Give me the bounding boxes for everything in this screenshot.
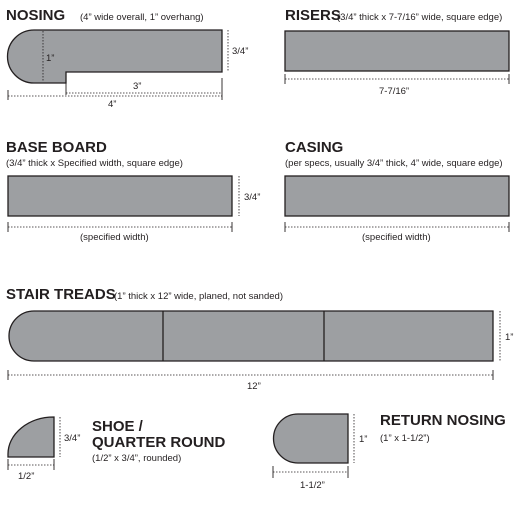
riser-profile xyxy=(285,31,509,71)
return-nosing-title: RETURN NOSING xyxy=(380,412,506,429)
base-board-thickness-label: 3/4” xyxy=(244,192,261,203)
stair-tread-profile xyxy=(9,311,493,361)
stair-treads-title: STAIR TREADS xyxy=(6,286,116,303)
return-nosing-group xyxy=(273,412,506,491)
casing-width-label: (specified width) xyxy=(362,232,431,243)
shoe-title-line2: QUARTER ROUND xyxy=(92,434,226,451)
nosing-height-label: 1” xyxy=(46,53,55,64)
risers-title: RISERS xyxy=(285,7,341,24)
stair-treads-spec: (1” thick x 12” wide, planed, not sanded) xyxy=(114,291,283,302)
return-nosing-width-label: 1-1/2” xyxy=(300,480,325,491)
casing-group xyxy=(285,139,509,243)
base-board-profile xyxy=(8,176,232,216)
return-nosing-height-label: 1” xyxy=(359,434,368,445)
base-board-width-label: (specified width) xyxy=(80,232,149,243)
shoe-height-label: 3/4” xyxy=(64,433,81,444)
shoe-width-label: 1/2” xyxy=(18,471,35,482)
nosing-inner-label: 3” xyxy=(133,81,142,92)
risers-width-label: 7-7/16” xyxy=(379,86,410,97)
casing-spec: (per specs, usually 3/4” thick, 4” wide, square edge) xyxy=(285,158,503,169)
return-nosing-profile xyxy=(274,414,349,463)
base-board-title: BASE BOARD xyxy=(6,139,107,156)
shoe-spec: (1/2” x 3/4”, rounded) xyxy=(92,453,182,464)
nosing-group xyxy=(6,7,248,110)
nosing-profile xyxy=(7,30,222,83)
stair-treads-width-label: 12” xyxy=(247,381,261,392)
base-board-spec: (3/4” thick x Specified width, square edge) xyxy=(6,158,183,169)
risers-spec: (3/4” thick x 7-7/16” wide, square edge) xyxy=(337,12,503,23)
risers-group xyxy=(285,7,509,97)
stair-treads-group xyxy=(6,286,513,392)
shoe-profile xyxy=(8,417,54,457)
nosing-title: NOSING xyxy=(6,7,66,24)
base-board-group xyxy=(6,139,260,243)
nosing-thickness-label: 3/4” xyxy=(232,46,249,57)
shoe-group xyxy=(8,417,225,482)
casing-title: CASING xyxy=(285,139,344,156)
casing-profile xyxy=(285,176,509,216)
nosing-spec: (4” wide overall, 1” overhang) xyxy=(80,12,204,23)
nosing-overall-label: 4” xyxy=(108,99,117,110)
return-nosing-spec: (1” x 1-1/2”) xyxy=(380,433,430,444)
stair-treads-thickness-label: 1” xyxy=(505,332,514,343)
shoe-title-line1: SHOE / xyxy=(92,418,143,435)
